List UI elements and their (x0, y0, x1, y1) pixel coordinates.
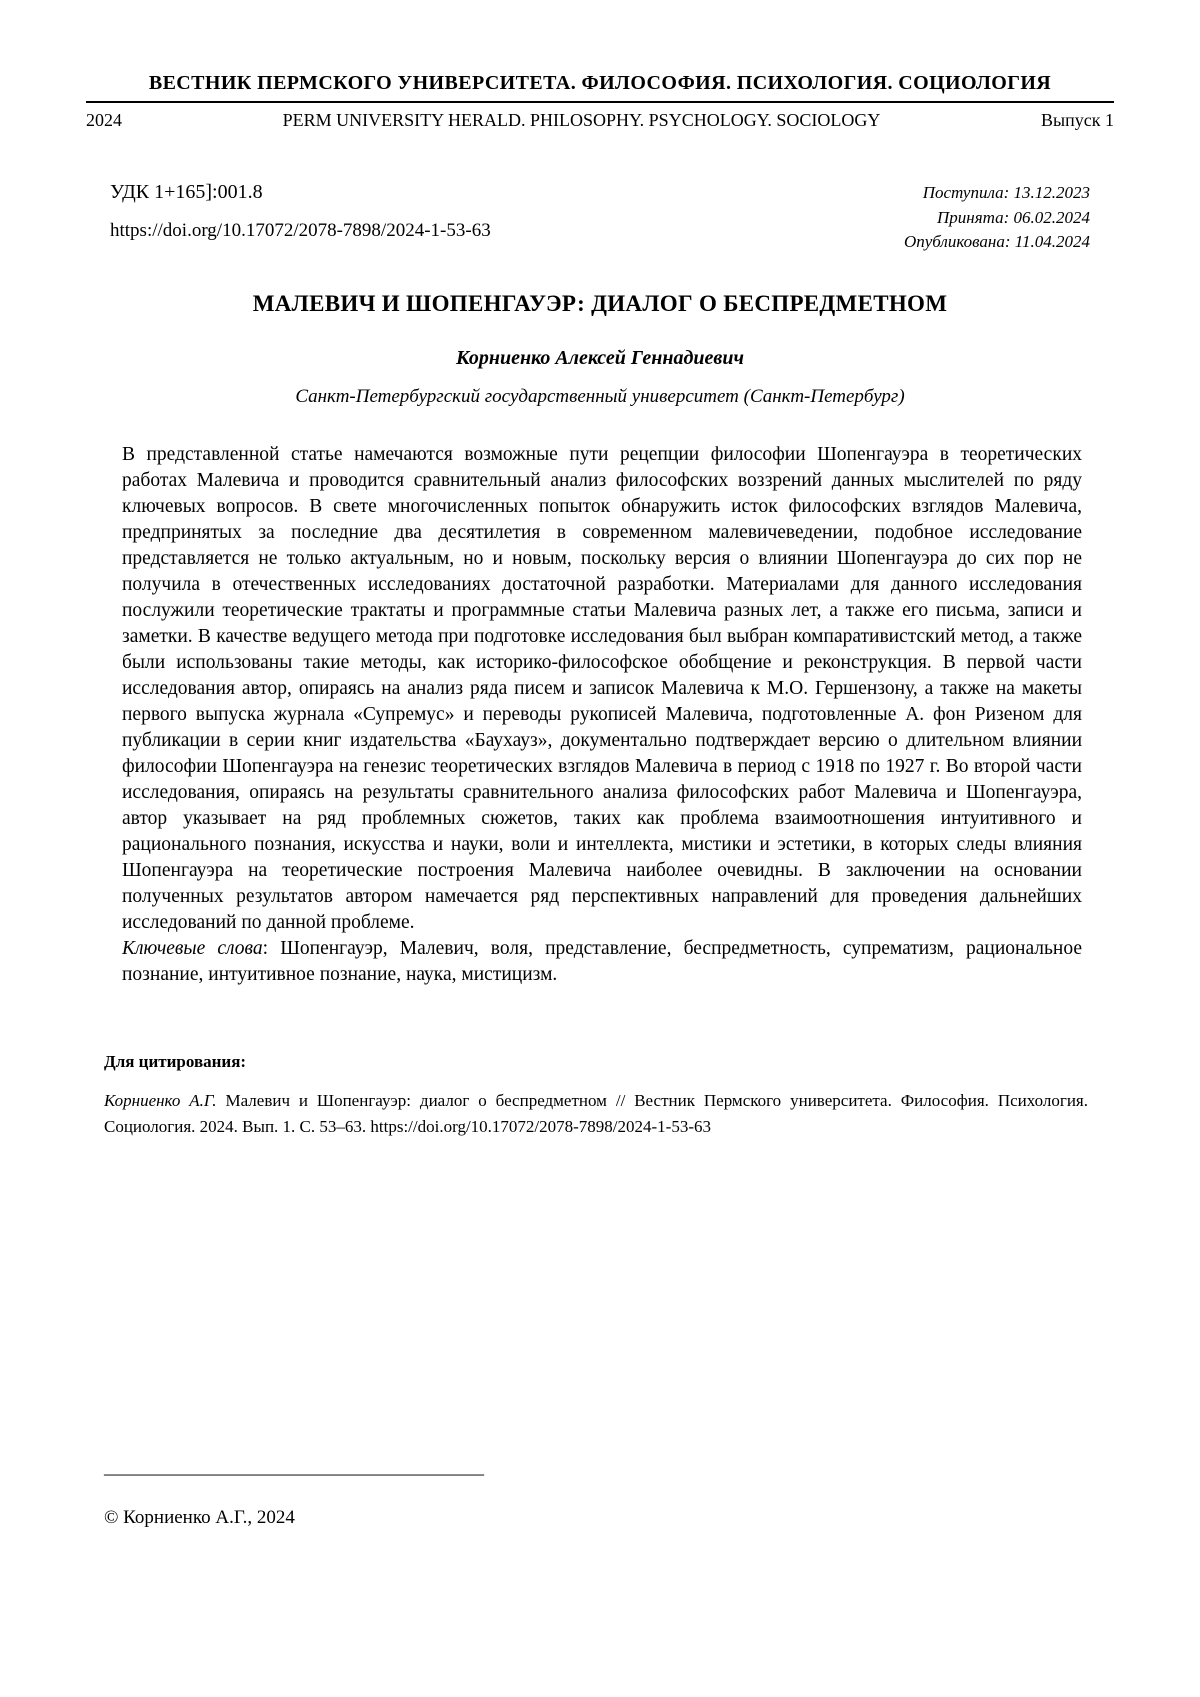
citation-text (104, 1088, 1088, 1141)
citation-heading: Для цитирования: (104, 1051, 247, 1071)
date-accepted: Принята: 06.02.2024 (936, 207, 1090, 227)
date-received: Поступила: 13.12.2023 (922, 183, 1090, 202)
article-affiliation: Санкт-Петербургский государственный университет (Санкт-Петербург) (295, 385, 905, 407)
abstract-text: В представленной статье намечаются возможные пути рецепции философии Шопенгауэра в теоретических работах Малевича и проводится сравнительный анализ философских воззрений данных мыслителей по ряду ключевых вопросов. В свете многочисленных попыток обнаружить исток философских взглядов Малевича, предпринятых за последние два десятилетия в современном малевичеведении, подобное исследование представляется не только актуальным, но и новым, поскольку версия о влиянии Шопенгауэра до сих пор не получила в отечественных исследованиях достаточной разработки. Материалами для данного исследования послужили теоретические трактаты и программные статьи Малевича разных лет, а также его письма, записи и заметки. В качестве ведущего метода при подготовке исследования был выбран компаративистский метод, а также были использованы такие методы, как историко-философское обобщение и реконструкция. В первой части исследования автор, опираясь на анализ ряда писем и записок Малевича к М.О. Гершензону, а также на макеты первого выпуска журнала «Супремус» и переводы рукописей Малевича, подготовленные А. фон Ризеном для публикации в серии книг издательства «Баухауз», документально подтверждает версию о длительном влиянии философии Шопенгауэра на генезис теоретических взглядов Малевича в период с 1918 по 1927 г. Во второй части исследования, опираясь на результаты сравнительного анализа философских работ Малевича и Шопенгауэра, автор указывает на ряд проблемных сюжетов, таких как проблема взаимоотношения интуитивного и рационального познания, искусства и науки, воли и интеллекта, мистики и эстетики, в которых следы влияния Шопенгауэра на теоретические построения Малевича наиболее очевидны. В заключении на основании полученных результатов автором намечается ряд перспективных направлений для проведения дальнейших исследований по данной проблеме. (122, 443, 1082, 933)
keywords-line (122, 936, 1082, 988)
article-author: Корниенко Алексей Геннадиевич (456, 346, 744, 369)
udc-code: УДК 1+165]:001.8 (110, 181, 263, 203)
journal-subheader-row (86, 110, 1114, 131)
date-published: Опубликована: 11.04.2024 (903, 232, 1090, 252)
article-title: МАЛЕВИЧ И ШОПЕНГАУЭР: ДИАЛОГ О БЕСПРЕДМЕТНОМ (252, 290, 948, 316)
journal-header (0, 0, 1200, 131)
meta-left (110, 181, 491, 242)
citation-section (0, 1052, 1200, 1141)
journal-title-ru: ВЕСТНИК ПЕРМСКОГО УНИВЕРСИТЕТА. ФИЛОСОФИЯ. ПСИХОЛОГИЯ. СОЦИОЛОГИЯ (86, 72, 1114, 103)
doi-link[interactable]: https://doi.org/10.17072/2078-7898/2024-1-53-63 (110, 220, 491, 241)
keywords-label: Ключевые слова (122, 937, 263, 959)
keywords-text: : Шопенгауэр, Малевич, воля, представление, беспредметность, супрематизм, рациональное познание, интуитивное познание, наука, мистицизм. (122, 937, 1082, 985)
journal-title-en: PERM UNIVERSITY HERALD. PHILOSOPHY. PSYCHOLOGY. SOCIOLOGY (282, 110, 881, 130)
copyright-notice: © Корниенко А.Г., 2024 (104, 1507, 295, 1528)
journal-year: 2024 (86, 110, 122, 130)
citation-author: Корниенко А.Г. (104, 1090, 217, 1110)
article-meta (0, 181, 1200, 255)
abstract-section (0, 442, 1200, 988)
meta-dates (904, 181, 1090, 255)
citation-body: Малевич и Шопенгауэр: диалог о беспредметном // Вестник Пермского университета. Философия. Психология. Социология. 2024. Вып. 1. С. 53–63. https://doi.org/10.17072/2078-7898/2024-1-53-63 (104, 1090, 1088, 1137)
journal-issue: Выпуск 1 (1041, 110, 1114, 130)
footer-rule: ________________________________________ (104, 1457, 484, 1478)
page-footer (104, 1457, 484, 1529)
